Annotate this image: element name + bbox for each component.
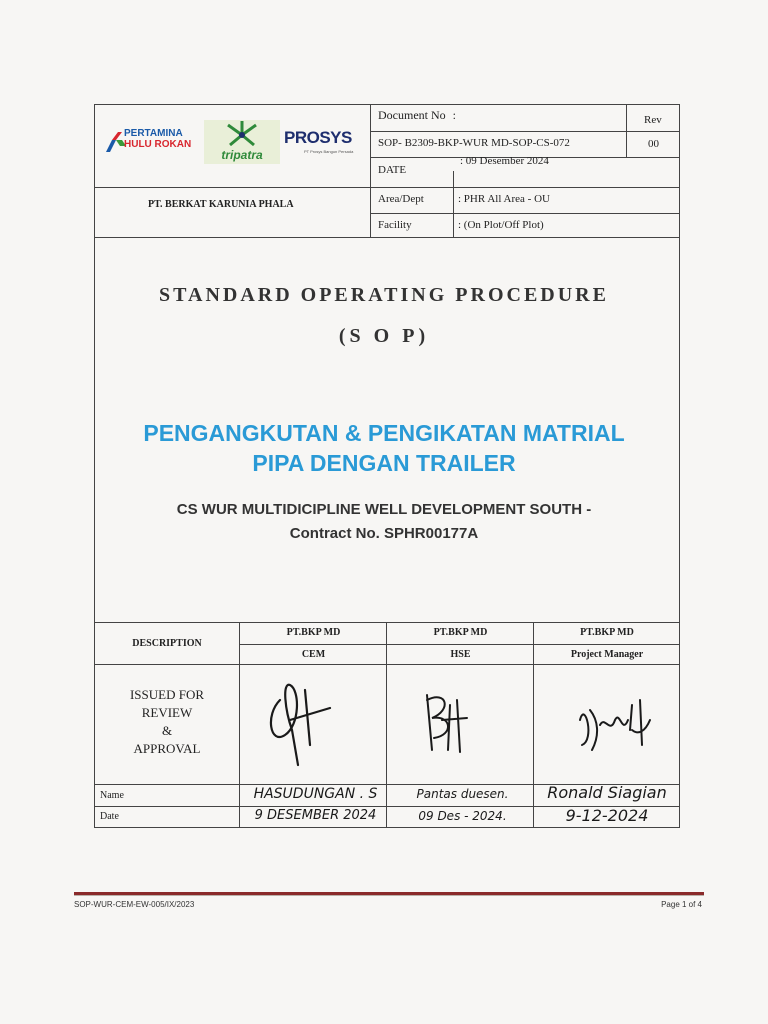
col2-date: 09 Des - 2024. [418, 809, 507, 823]
tripatra-logo [204, 120, 280, 164]
footer-page-number: Page 1 of 4 [661, 900, 702, 909]
doc-no-value: SOP- B2309-BKP-WUR MD-SOP-CS-072 [378, 137, 570, 149]
pertamina-icon [104, 132, 126, 154]
project-name: CS WUR MULTIDICIPLINE WELL DEVELOPMENT SOUTH - [176, 501, 592, 518]
doc-no-label-text: Document No [378, 108, 446, 122]
issued-line1: ISSUED FOR [129, 687, 205, 702]
col1-date: 9 DESEMBER 2024 [254, 808, 377, 823]
date-label: DATE [378, 164, 407, 176]
sop-title: STANDARD OPERATING PROCEDURE [159, 284, 609, 306]
description-label: DESCRIPTION [132, 638, 202, 649]
col3-name: Ronald Siagian [547, 783, 667, 802]
name-label: Name [100, 790, 124, 801]
issued-line3: & [161, 723, 173, 738]
date-row-label: Date [100, 811, 119, 822]
issued-for-review [94, 686, 240, 758]
signature-pm [570, 690, 660, 760]
doc-no-label [378, 108, 456, 123]
col1-company: PT.BKP MD [286, 627, 341, 638]
area-value: : PHR All Area - OU [458, 193, 550, 205]
col1-role: CEM [301, 649, 326, 660]
procedure-title-line2: PIPA DENGAN TRAILER [252, 450, 516, 476]
prosys-text: PROSYS [284, 128, 352, 147]
issued-line4: APPROVAL [133, 741, 201, 756]
col2-name: Pantas duesen. [416, 787, 509, 801]
col1-name: HASUDUNGAN . S [253, 786, 378, 802]
tripatra-icon [222, 121, 262, 149]
prosys-tagline: PT Prosys Bangun Persada [304, 149, 354, 154]
footer-doc-ref: SOP-WUR-CEM-EW-005/IX/2023 [74, 900, 195, 909]
signature-hse [412, 680, 482, 760]
date-value: : 09 Desember 2024 [460, 155, 549, 167]
col2-role: HSE [450, 649, 471, 660]
signature-cem [260, 670, 340, 770]
rev-label: Rev [644, 114, 662, 126]
procedure-title-line1: PENGANGKUTAN & PENGIKATAN MATRIAL [143, 420, 625, 446]
footer-rule-thin [74, 895, 704, 896]
pertamina-line1: PERTAMINA [124, 128, 183, 139]
col3-date: 9-12-2024 [565, 806, 649, 825]
facility-value: : (On Plot/Off Plot) [458, 219, 544, 231]
company-name: PT. BERKAT KARUNIA PHALA [148, 199, 294, 210]
prosys-logo [284, 128, 370, 162]
tripatra-text: tripatra [221, 148, 263, 162]
contract-no: Contract No. SPHR00177A [289, 525, 479, 542]
area-label: Area/Dept [378, 193, 424, 205]
sop-abbrev: (S O P) [338, 325, 430, 347]
issued-line2: REVIEW [141, 705, 193, 720]
rev-value: 00 [648, 138, 659, 150]
pertamina-logo [102, 128, 202, 158]
facility-label: Facility [378, 219, 412, 231]
pertamina-line2: HULU ROKAN [124, 139, 192, 150]
col3-role: Project Manager [570, 649, 644, 660]
col3-company: PT.BKP MD [580, 627, 634, 638]
col2-company: PT.BKP MD [433, 627, 488, 638]
doc-no-colon: : [452, 108, 456, 122]
